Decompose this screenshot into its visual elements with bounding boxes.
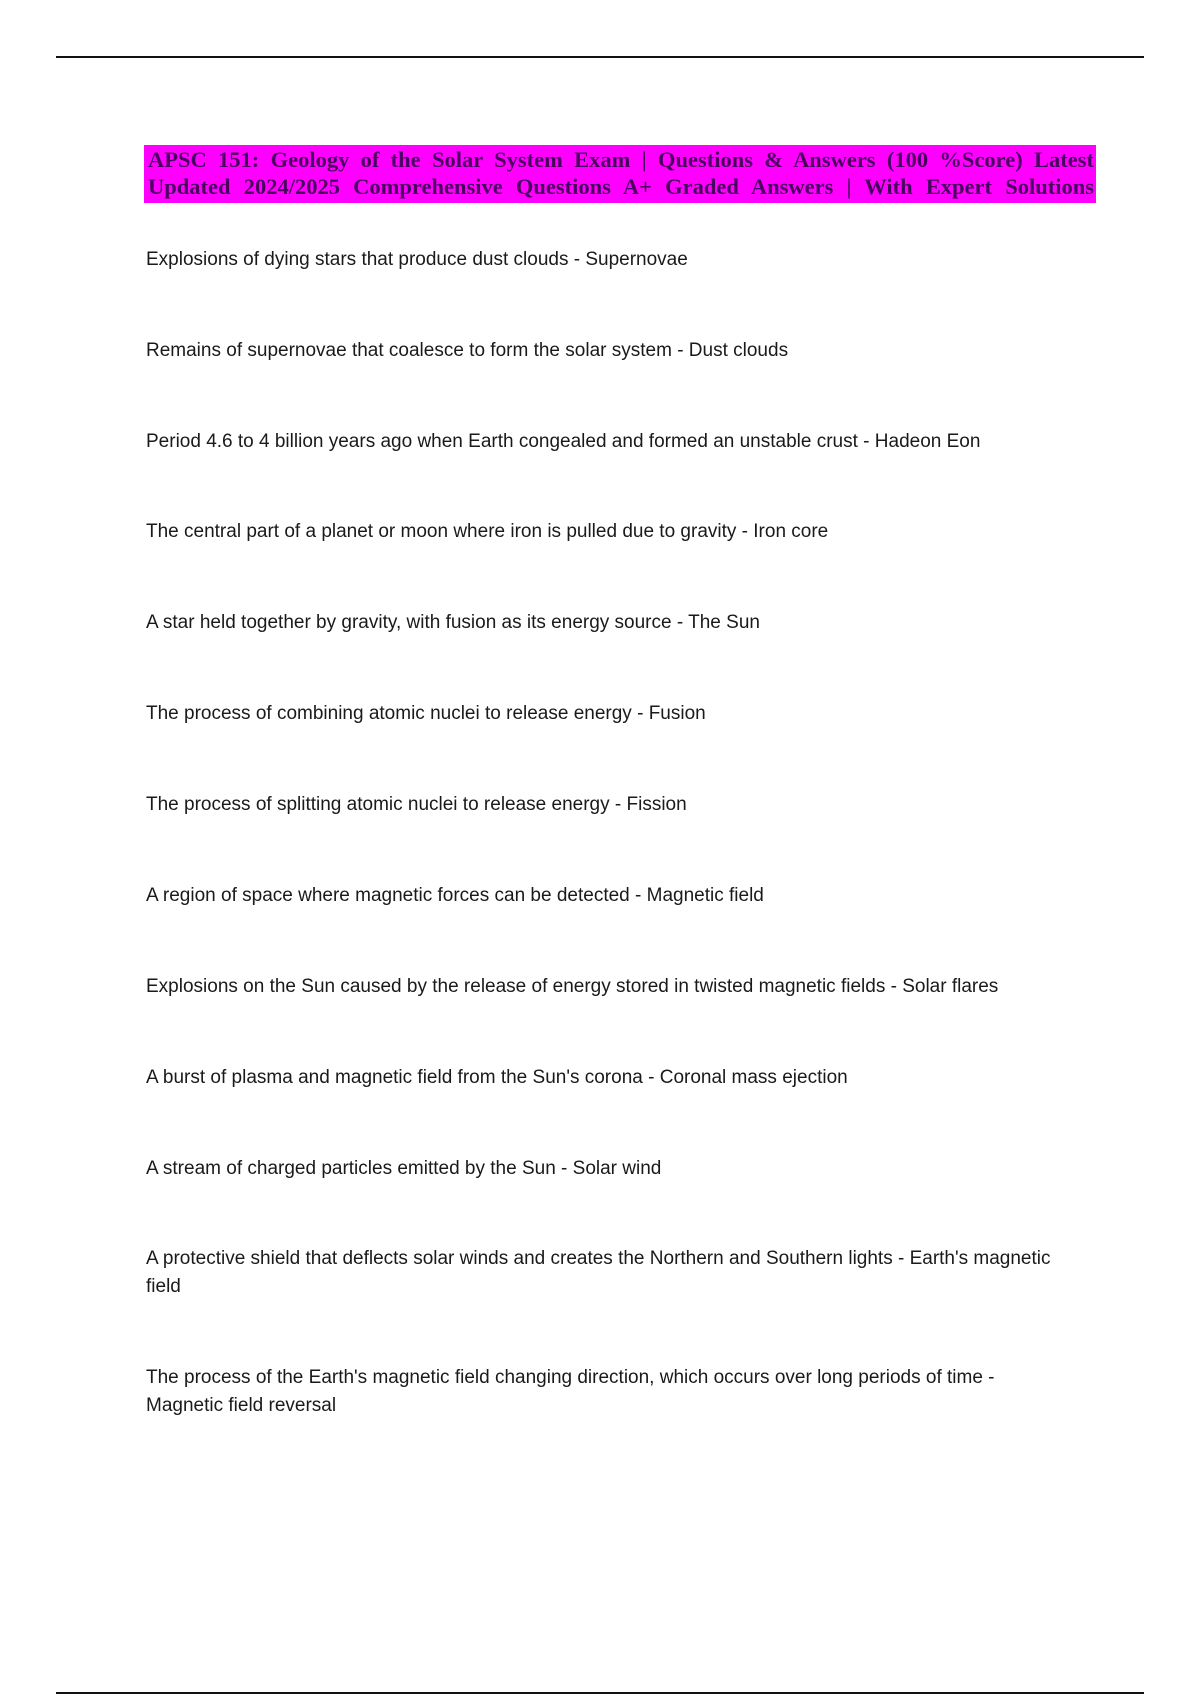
bottom-rule bbox=[56, 1692, 1144, 1694]
qa-entry: The process of combining atomic nuclei to release energy - Fusion bbox=[146, 703, 706, 724]
qa-entry: A burst of plasma and magnetic field from the Sun's corona - Coronal mass ejection bbox=[146, 1067, 848, 1088]
document-title bbox=[144, 145, 1096, 203]
top-rule bbox=[56, 56, 1144, 58]
title-line-1: APSC 151: Geology of the Solar System Exam | Questions & Answers (100 %Score) Latest bbox=[148, 147, 1094, 172]
qa-entry: A star held together by gravity, with fusion as its energy source - The Sun bbox=[146, 612, 760, 633]
qa-entry: A stream of charged particles emitted by the Sun - Solar wind bbox=[146, 1158, 662, 1179]
qa-entry: Explosions on the Sun caused by the release of energy stored in twisted magnetic fields - Solar flares bbox=[146, 976, 999, 997]
qa-entry: The process of the Earth's magnetic field changing direction, which occurs over long periods of time - Magnetic field reversal bbox=[146, 1367, 995, 1416]
qa-entry: Explosions of dying stars that produce dust clouds - Supernovae bbox=[146, 249, 688, 270]
qa-entry: A region of space where magnetic forces can be detected - Magnetic field bbox=[146, 885, 764, 906]
qa-entry: The central part of a planet or moon where iron is pulled due to gravity - Iron core bbox=[146, 521, 829, 542]
qa-entry: A protective shield that deflects solar winds and creates the Northern and Southern lights - Earth's magnetic field bbox=[146, 1248, 1051, 1297]
title-line-2: Updated 2024/2025 Comprehensive Questions A+ Graded Answers | With Expert Solutions bbox=[148, 174, 1094, 199]
qa-entry: The process of splitting atomic nuclei to release energy - Fission bbox=[146, 794, 687, 815]
qa-entry: Remains of supernovae that coalesce to form the solar system - Dust clouds bbox=[146, 340, 789, 361]
qa-entry: Period 4.6 to 4 billion years ago when Earth congealed and formed an unstable crust - Hadeon Eon bbox=[146, 431, 981, 452]
